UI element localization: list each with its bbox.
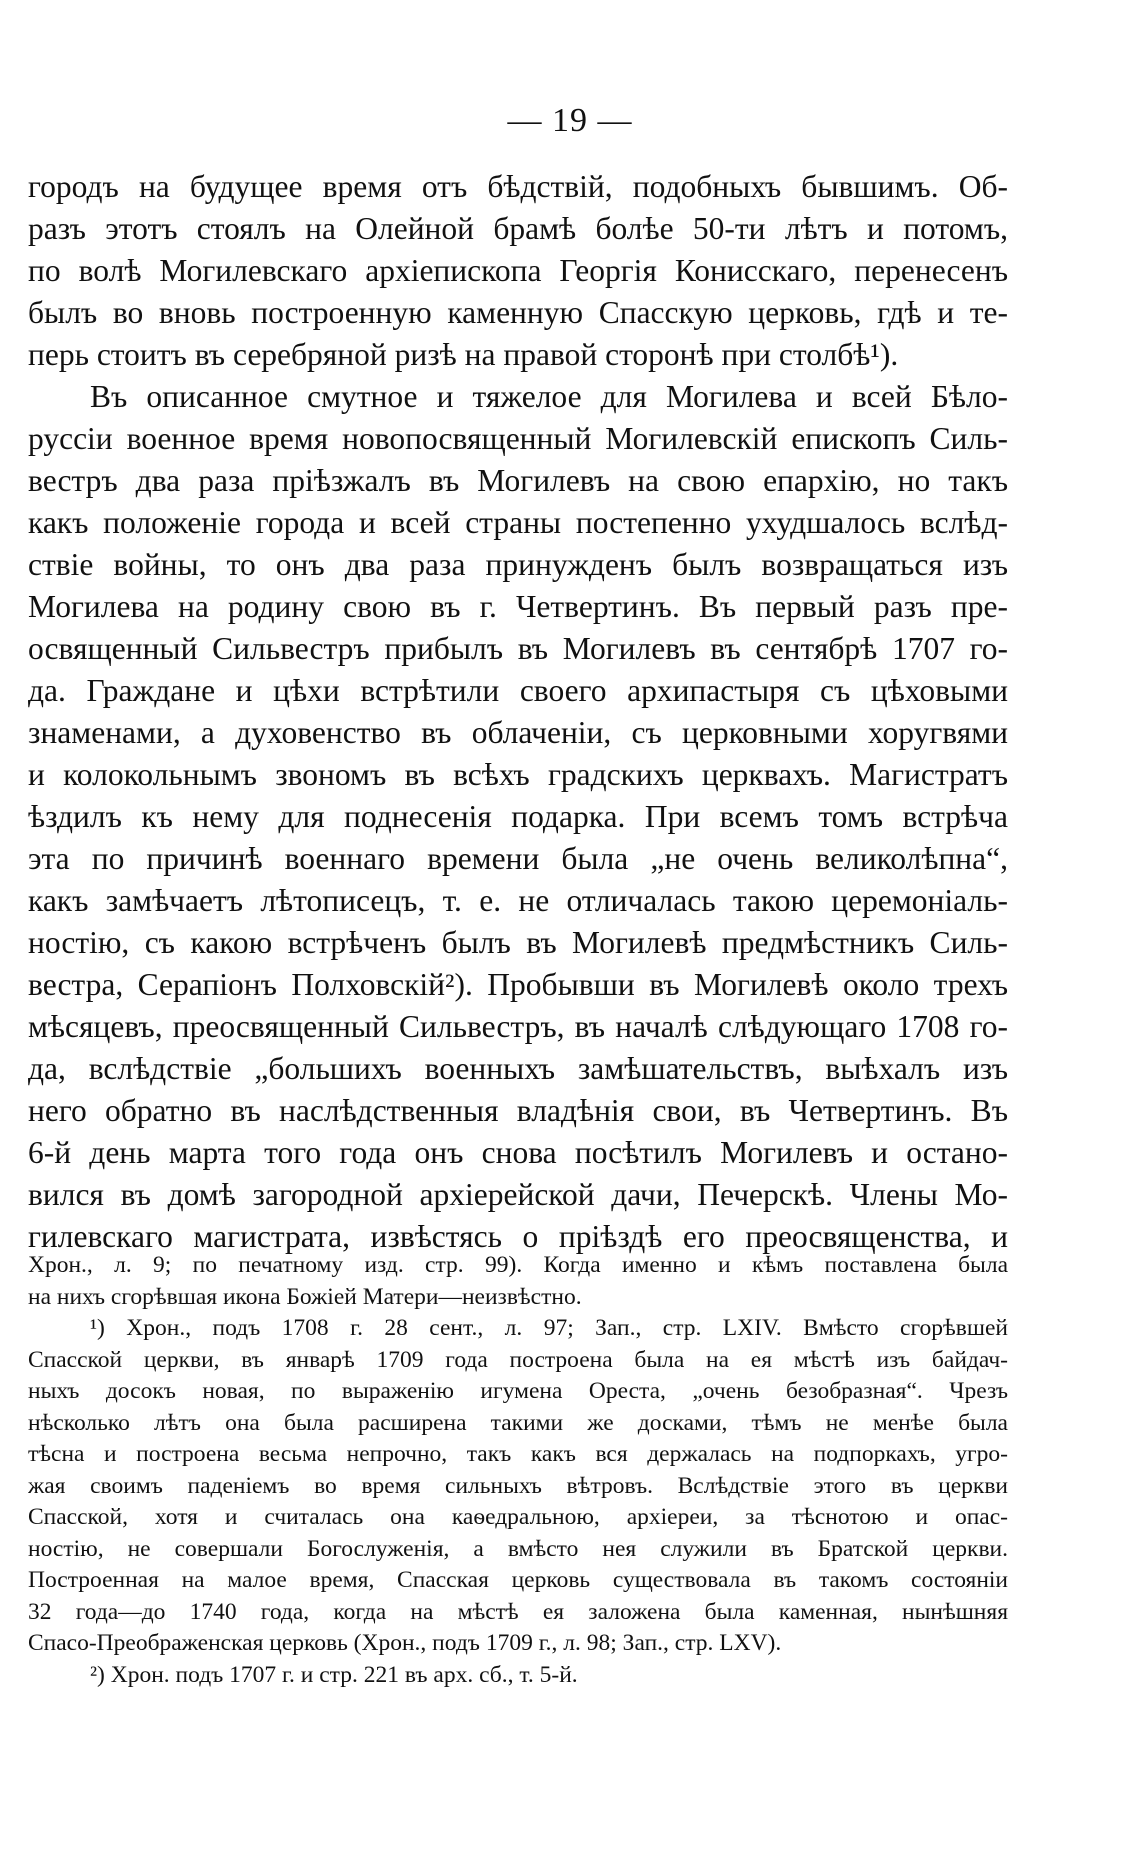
text-line: вестра, Серапіонъ Полховскій²). Пробывши въ Могилевѣ около трехъ — [28, 967, 1008, 1002]
footnote-1-line: ¹) Хрон., подъ 1708 г. 28 сент., л. 97; Зап., стр. LXIV. Вмѣсто сгорѣвшей — [90, 1315, 1008, 1341]
text-line: гилевскаго магистрата, извѣстясь о пріѣздѣ его преосвященства, и — [28, 1219, 1008, 1254]
footnote-line: на нихъ сгорѣвшая икона Божіей Матери—неизвѣстно. — [28, 1283, 582, 1310]
paragraph-2 — [28, 376, 1008, 1258]
text-line: ствіе войны, то онъ два раза принужденъ былъ возвращаться изъ — [28, 547, 1008, 582]
text-line: городъ на будущее время отъ бѣдствій, подобныхъ бывшимъ. Об- — [28, 169, 1008, 204]
text-line: эта по причинѣ военнаго времени была „не очень великолѣпна“, — [28, 841, 1008, 876]
text-line: него обратно въ наслѣдственныя владѣнія свои, въ Четвертинъ. Въ — [28, 1093, 1008, 1128]
text-line: да. Граждане и цѣхи встрѣтили своего архипастыря съ цѣховыми — [28, 673, 1008, 708]
footnote-1-line: Спасской, хотя и считалась она каѳедральною, архіереи, за тѣснотою и опас- — [28, 1504, 1008, 1530]
footnote-1-line: ностію, не совершали Богослуженія, а вмѣсто нея служили въ Братской церкви. — [28, 1535, 1008, 1562]
text-line: 6-й день марта того года онъ снова посѣтилъ Могилевъ и остано- — [28, 1135, 1008, 1170]
footnote-1-line: Спасской церкви, въ январѣ 1709 года построена была на ея мѣстѣ изъ байдач- — [28, 1346, 1008, 1373]
text-line: ностію, съ какою встрѣченъ былъ въ Могилевѣ предмѣстникъ Силь- — [28, 925, 1008, 960]
footnote-line: Хрон., л. 9; по печатному изд. стр. 99). Когда именно и кѣмъ поставлена была — [28, 1252, 1008, 1278]
footnote-1-line: 32 года—до 1740 года, когда на мѣстѣ ея заложена была каменная, нынѣшняя — [28, 1598, 1008, 1625]
footnote-1-line: нѣсколько лѣтъ она была расширена такими же досками, тѣмъ не менѣе была — [28, 1409, 1008, 1436]
text-line: вился въ домѣ загородной архіерейской дачи, Печерскѣ. Члены Мо- — [28, 1177, 1008, 1212]
text-line: разъ этотъ стоялъ на Олейной брамѣ болѣе 50-ти лѣтъ и потомъ, — [28, 211, 1008, 246]
footnotes — [28, 1250, 1008, 1691]
text-line: какъ замѣчаетъ лѣтописецъ, т. е. не отличалась такою церемоніаль- — [28, 883, 1008, 918]
text-line: вестръ два раза пріѣзжалъ въ Могилевъ на свою епархію, но такъ — [28, 463, 1008, 498]
footnote-1-line: ныхъ досокъ новая, по выраженію игумена Ореста, „очень безобразная“. Чрезъ — [28, 1378, 1008, 1404]
text-line: мѣсяцевъ, преосвященный Сильвестръ, въ началѣ слѣдующаго 1708 го- — [28, 1009, 1008, 1044]
text-line: былъ во вновь построенную каменную Спасскую церковь, гдѣ и те- — [28, 295, 1008, 330]
main-text — [28, 166, 1008, 1258]
text-line: освященный Сильвестръ прибылъ въ Могилевъ въ сентябрѣ 1707 го- — [28, 631, 1008, 666]
page-number: — 19 — — [507, 102, 633, 139]
footnote-1-line: Спасо-Преображенская церковь (Хрон., подъ 1709 г., л. 98; Зап., стр. LXV). — [28, 1630, 782, 1656]
text-line: Могилева на родину свою въ г. Четвертинъ. Въ первый разъ пре- — [28, 589, 1008, 624]
text-line: и колокольнымъ звономъ въ всѣхъ градскихъ церквахъ. Магистратъ — [28, 757, 1008, 792]
footnote-1-line: жая своимъ паденіемъ во время сильныхъ вѣтровъ. Вслѣдствіе этого въ церкви — [28, 1472, 1008, 1499]
text-line: Въ описанное смутное и тяжелое для Могилева и всей Бѣло- — [90, 379, 1008, 414]
text-line: ѣздилъ къ нему для поднесенія подарка. При всемъ томъ встрѣча — [28, 799, 1008, 834]
text-line: перь стоитъ въ серебряной ризѣ на правой сторонѣ при столбѣ¹). — [28, 337, 899, 372]
paragraph-1 — [28, 166, 1008, 376]
text-line: руссіи военное время новопосвященный Могилевскій епископъ Силь- — [28, 421, 1008, 456]
text-line: по волѣ Могилевскаго архіепископа Георгія Конисскаго, перенесенъ — [28, 253, 1008, 288]
footnote-2-line: ²) Хрон. подъ 1707 г. и стр. 221 въ арх. сб., т. 5-й. — [90, 1661, 578, 1688]
footnote-1-line: Построенная на малое время, Спасская церковь существовала въ такомъ состояніи — [28, 1567, 1008, 1593]
footnote-1-line: тѣсна и построена весьма непрочно, такъ какъ вся держалась на подпоркахъ, угро- — [28, 1441, 1008, 1467]
text-line: какъ положеніе города и всей страны постепенно ухудшалось вслѣд- — [28, 505, 1008, 540]
text-line: да, вслѣдствіе „большихъ военныхъ замѣшательствъ, выѣхалъ изъ — [28, 1051, 1008, 1086]
text-line: знаменами, а духовенство въ облаченіи, съ церковными хоругвями — [28, 715, 1008, 750]
